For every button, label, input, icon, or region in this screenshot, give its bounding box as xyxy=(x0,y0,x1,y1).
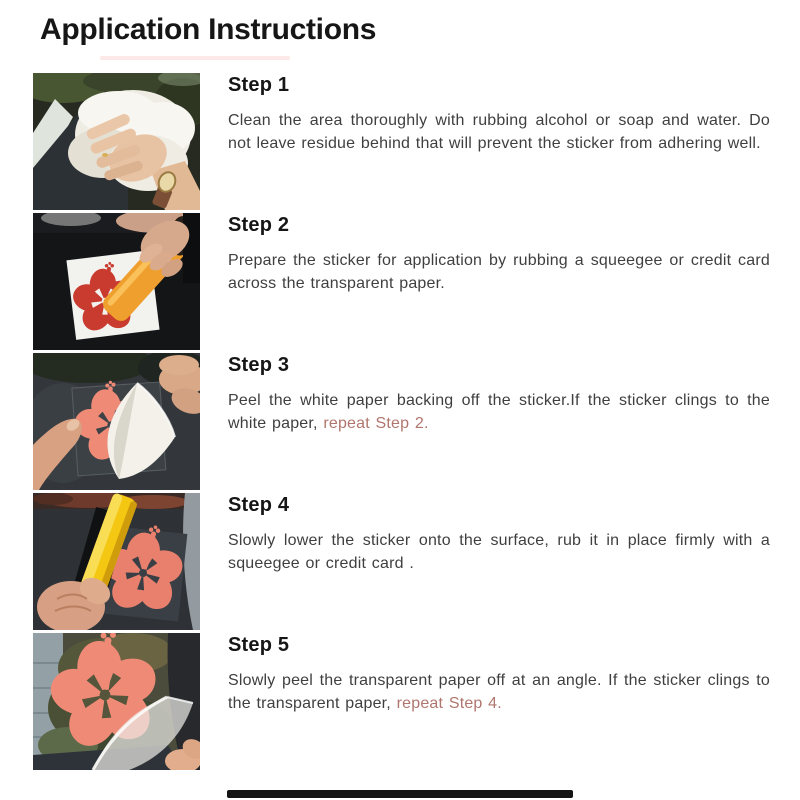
step-row-1 xyxy=(33,73,800,210)
steps-list xyxy=(0,73,800,770)
step4-text-block xyxy=(228,493,770,630)
peel-backing-photo-illustration xyxy=(33,353,200,490)
step3-description xyxy=(228,389,770,435)
step-row-5 xyxy=(33,633,800,770)
step1-description-text: Clean the area thoroughly with rubbing alcohol or soap and water. Do not leave residue behind that will prevent the sticker from adhering well. xyxy=(228,112,770,152)
step-row-2 xyxy=(33,213,800,350)
step5-description-text: Slowly peel the transparent paper off at an angle. If the sticker clings to the transparent paper, xyxy=(228,672,770,712)
peel-transfer-photo-illustration xyxy=(33,633,200,770)
step5-text-block xyxy=(228,633,770,770)
step1-description xyxy=(228,109,770,155)
page-title: Application Instructions xyxy=(40,13,377,46)
home-indicator-bar xyxy=(227,790,573,798)
step3-photo-peel-backing xyxy=(33,353,200,490)
step5-photo-peel-transfer-paper xyxy=(33,633,200,770)
step3-title: Step 3 xyxy=(228,354,290,376)
repeat-step-2-highlight: repeat Step 2. xyxy=(323,415,429,432)
title-underline-smudge xyxy=(100,56,290,60)
step4-title: Step 4 xyxy=(228,494,290,516)
step1-text-block xyxy=(228,73,770,210)
step2-description-text: Prepare the sticker for application by rubbing a squeegee or credit card across the transparent paper. xyxy=(228,252,770,292)
step1-photo-cleaning-surface xyxy=(33,73,200,210)
step4-photo-apply-sticker xyxy=(33,493,200,630)
shadow-right xyxy=(183,213,200,283)
step5-description xyxy=(228,669,770,715)
step4-description xyxy=(228,529,770,575)
squeegee-rub-photo-illustration xyxy=(33,213,200,350)
step-row-3 xyxy=(33,353,800,490)
step2-description xyxy=(228,249,770,295)
cleaning-photo-illustration xyxy=(33,73,200,210)
step2-title: Step 2 xyxy=(228,214,290,236)
step3-description-text: Peel the white paper backing off the sticker.If the sticker clings to the white paper, xyxy=(228,392,770,432)
repeat-step-4-highlight: repeat Step 4. xyxy=(396,695,502,712)
apply-sticker-photo-illustration xyxy=(33,493,200,630)
step3-text-block xyxy=(228,353,770,490)
step-row-4 xyxy=(33,493,800,630)
step4-description-text: Slowly lower the sticker onto the surface, rub it in place firmly with a squeegee or credit card . xyxy=(228,532,770,572)
step1-title: Step 1 xyxy=(228,74,290,96)
step2-photo-squeegee-rub xyxy=(33,213,200,350)
step2-text-block xyxy=(228,213,770,350)
step5-title: Step 5 xyxy=(228,634,290,656)
